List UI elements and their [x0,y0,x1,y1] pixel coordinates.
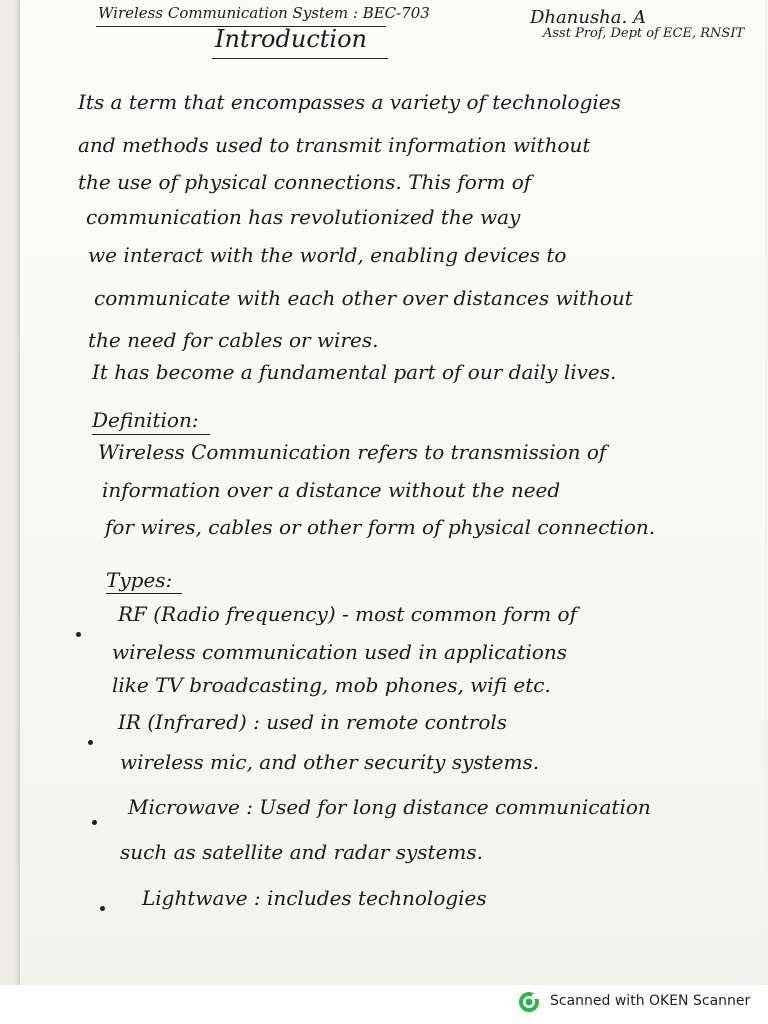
intro-line: the need for cables or wires. [88,328,379,352]
types-line: such as satellite and radar systems. [120,840,483,864]
types-heading: Types: [106,568,173,592]
types-line: Lightwave : includes technologies [142,886,487,910]
definition-line: Wireless Communication refers to transmission of [98,440,607,464]
intro-line: the use of physical connections. This form of [78,170,532,194]
types-line: Microwave : Used for long distance communication [128,795,651,819]
course-title: Wireless Communication System : BEC-703 [98,4,430,22]
intro-line: we interact with the world, enabling devices to [88,243,567,267]
definition-line: information over a distance without the need [102,478,561,502]
intro-line: and methods used to transmit information without [78,133,591,157]
page-margin [0,0,20,985]
definition-line: for wires, cables or other form of physical connection. [105,515,656,539]
bullet-microwave [92,820,97,825]
page-title: Introduction [215,25,367,53]
bullet-ir [88,740,93,745]
intro-line: It has become a fundamental part of our daily lives. [92,360,617,384]
types-line: IR (Infrared) : used in remote controls [118,710,508,734]
intro-line: communicate with each other over distances without [94,286,633,310]
title-underline [212,58,388,59]
definition-underline [92,434,210,435]
oken-scanner-logo-icon [518,991,540,1013]
types-underline [106,593,182,594]
types-line: wireless mic, and other security systems. [120,750,540,774]
intro-line: communication has revolutionized the way [86,205,521,229]
types-line: RF (Radio frequency) - most common form of [118,602,577,626]
bullet-lightwave [100,906,105,911]
author-role: Asst Prof, Dept of ECE, RNSIT [543,26,745,41]
types-line: like TV broadcasting, mob phones, wifi etc. [112,673,551,697]
types-line: wireless communication used in applications [112,640,568,664]
intro-line: Its a term that encompasses a variety of technologies [78,90,621,114]
definition-heading: Definition: [92,408,199,432]
author-name: Dhanusha. A [530,7,646,28]
bullet-rf [76,632,81,637]
scanner-watermark-text: Scanned with OKEN Scanner [550,993,751,1009]
